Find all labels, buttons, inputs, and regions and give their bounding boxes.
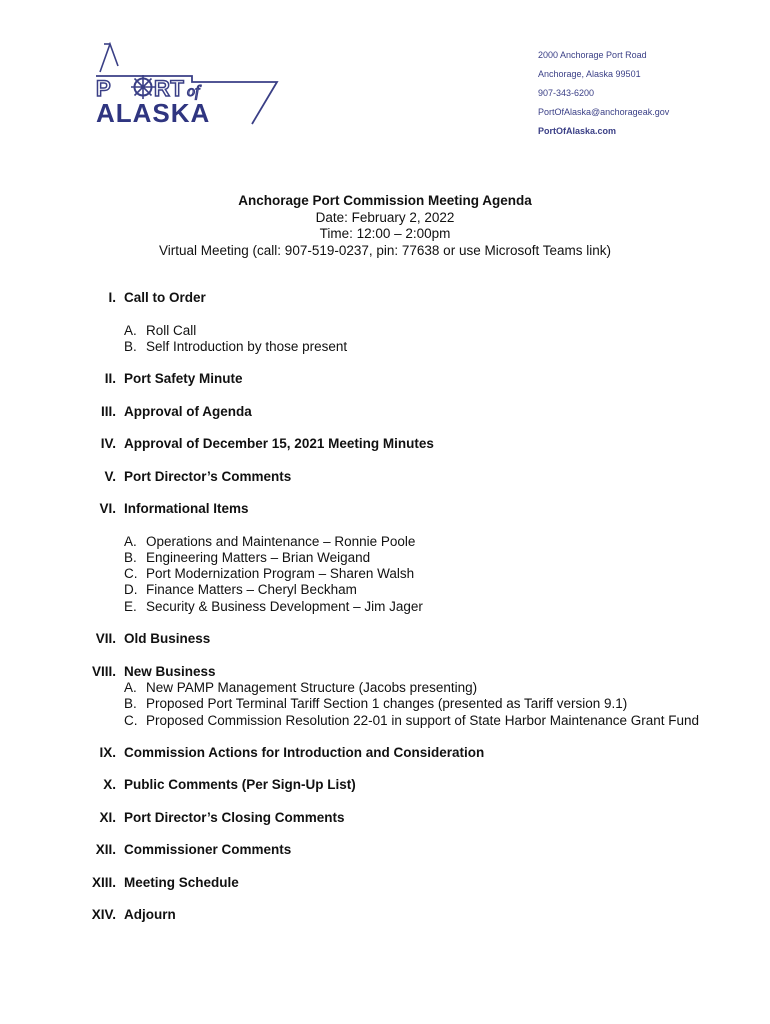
sub-item: [60, 323, 720, 339]
section-numeral: VII.: [95, 631, 116, 647]
sub-item-letter: A.: [124, 680, 137, 696]
sub-item-text: Finance Matters – Cheryl Beckham: [146, 582, 357, 598]
section-title: Approval of December 15, 2021 Meeting Minutes: [124, 436, 434, 452]
sub-item: [60, 339, 720, 355]
website-link[interactable]: PortOfAlaska.com: [538, 126, 617, 136]
section-title: New Business: [124, 663, 216, 679]
section-title: Commissioner Comments: [124, 842, 292, 858]
agenda-section: [60, 875, 720, 892]
sub-item-letter: E.: [124, 598, 137, 614]
svg-text:of: of: [187, 83, 200, 100]
section-numeral: VI.: [99, 501, 116, 517]
section-numeral: I.: [108, 290, 116, 305]
sub-item-text: Engineering Matters – Brian Weigand: [146, 549, 371, 565]
email-link[interactable]: PortOfAlaska@anchorageak.gov: [538, 107, 670, 117]
sub-item-letter: A.: [124, 322, 137, 338]
phone-number: 907-343-6200: [538, 88, 595, 98]
section-numeral: IX.: [99, 744, 116, 760]
agenda-section: [60, 907, 720, 924]
meeting-time: Time: 12:00 – 2:00pm: [319, 226, 451, 241]
section-numeral: XI.: [99, 809, 116, 825]
agenda-section: [60, 404, 720, 421]
sub-item-text: Proposed Port Terminal Tariff Section 1 changes (presented as Tariff version 9.1): [146, 696, 628, 712]
meeting-call-info: Virtual Meeting (call: 907-519-0237, pin: 77638 or use Microsoft Teams link): [159, 242, 611, 258]
agenda-section: [60, 842, 720, 859]
sub-item: [60, 582, 720, 598]
sub-item-letter: D.: [124, 582, 138, 598]
agenda-section: [60, 745, 720, 762]
sub-item: [60, 534, 720, 550]
sub-item: [60, 696, 720, 712]
sub-item-text: Roll Call: [146, 322, 197, 338]
section-title: Meeting Schedule: [124, 874, 239, 890]
meeting-date: Date: February 2, 2022: [315, 209, 455, 225]
city-line: Anchorage, Alaska 99501: [538, 69, 641, 79]
sub-item-letter: C.: [124, 566, 138, 582]
agenda-section: [60, 436, 720, 453]
section-title: Informational Items: [124, 501, 249, 517]
section-numeral: V.: [104, 468, 116, 484]
agenda-section: [60, 631, 720, 648]
section-title: Port Safety Minute: [124, 371, 243, 387]
sub-item-letter: C.: [124, 712, 138, 728]
svg-text:P: P: [96, 76, 112, 101]
sub-item-list: [60, 323, 720, 356]
document-title: Anchorage Port Commission Meeting Agenda: [238, 193, 532, 208]
agenda-section: [60, 469, 720, 486]
sub-item-text: Self Introduction by those present: [146, 338, 348, 354]
section-numeral: IV.: [100, 436, 116, 452]
sub-item-text: New PAMP Management Structure (Jacobs presenting): [146, 680, 478, 696]
agenda-section: [60, 664, 720, 729]
address-line: 2000 Anchorage Port Road: [538, 50, 647, 60]
section-numeral: II.: [104, 371, 116, 387]
section-title: Port Director’s Comments: [124, 468, 292, 484]
section-title: Call to Order: [124, 290, 206, 305]
section-numeral: III.: [100, 403, 116, 419]
agenda-section: [60, 371, 720, 388]
section-numeral: XII.: [95, 842, 116, 858]
agenda-section: [60, 501, 720, 615]
agenda-section: [60, 810, 720, 827]
section-title: Adjourn: [124, 907, 176, 923]
sub-item-letter: B.: [124, 696, 137, 712]
sub-item: [60, 566, 720, 582]
sub-item-text: Security & Business Development – Jim Jager: [146, 598, 423, 614]
sub-item: [60, 680, 720, 696]
section-title: Public Comments (Per Sign-Up List): [124, 777, 356, 793]
sub-item-letter: B.: [124, 549, 137, 565]
agenda-section: [60, 777, 720, 794]
sub-item-letter: B.: [124, 338, 137, 354]
sub-item: [60, 599, 720, 615]
sub-item-text: Port Modernization Program – Sharen Walsh: [146, 566, 415, 582]
section-title: Commission Actions for Introduction and Consideration: [124, 744, 485, 760]
section-numeral: XIII.: [91, 874, 116, 890]
agenda-list: [60, 290, 720, 940]
section-numeral: XIV.: [91, 907, 116, 923]
svg-text:RT: RT: [154, 76, 185, 101]
port-of-alaska-logo: [92, 42, 282, 128]
sub-item: [60, 713, 720, 729]
agenda-header: [0, 193, 770, 259]
section-title: Approval of Agenda: [124, 403, 252, 419]
sub-item: [60, 550, 720, 566]
section-title: Old Business: [124, 631, 211, 647]
logo-graphic: [92, 42, 282, 128]
section-numeral: VIII.: [91, 663, 116, 679]
agenda-section: [60, 290, 720, 355]
contact-info: [538, 46, 758, 141]
section-numeral: X.: [103, 777, 116, 793]
sub-item-letter: A.: [124, 533, 137, 549]
svg-text:ALASKA: ALASKA: [96, 98, 211, 128]
sub-item-text: Operations and Maintenance – Ronnie Poole: [146, 533, 416, 549]
section-title: Port Director’s Closing Comments: [124, 809, 345, 825]
sub-item-list: [60, 534, 720, 615]
sub-item-text: Proposed Commission Resolution 22-01 in support of State Harbor Maintenance Grant Fund: [146, 712, 700, 728]
sub-item-list: [60, 680, 720, 729]
